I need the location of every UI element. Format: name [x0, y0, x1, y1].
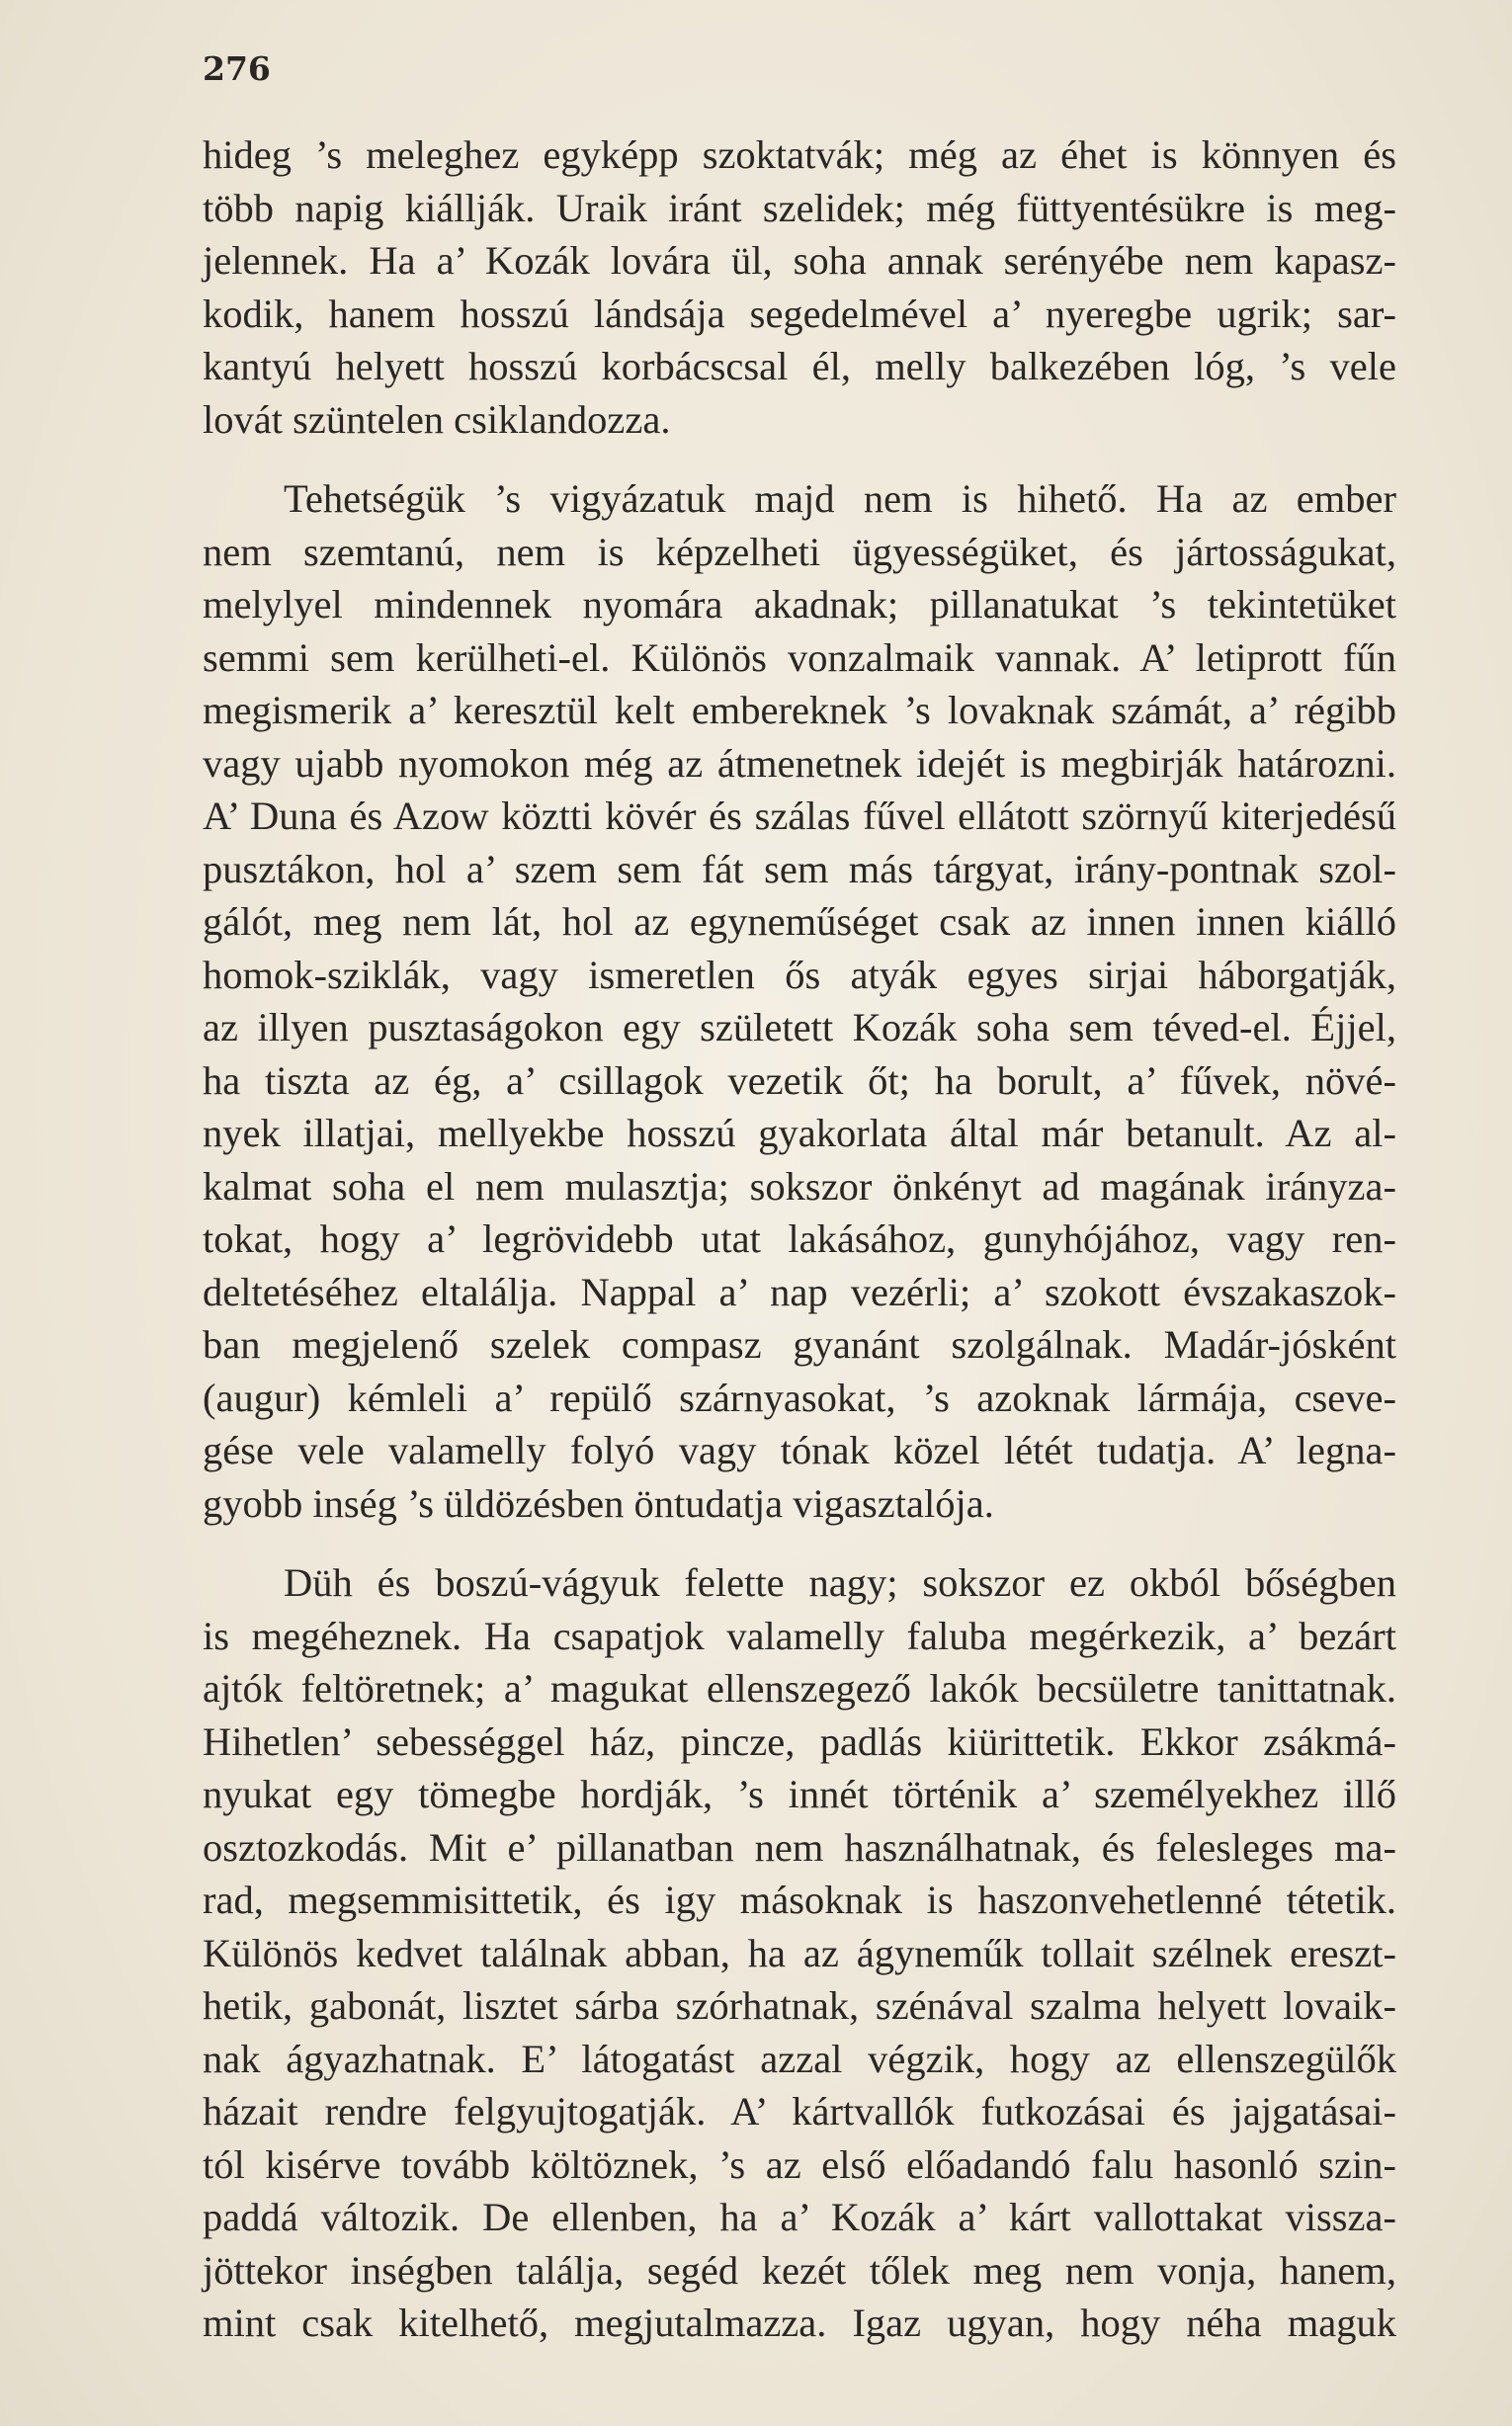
text-line: az illyen pusztaságokon egy született Kozák soha sem téved-el. Éjjel, [203, 1005, 1396, 1049]
text-line: kantyú helyett hosszú korbácscsal él, melly balkezében lóg, ’s vele [203, 344, 1396, 388]
text-line: nyukat egy tömegbe hordják, ’s innét történik a’ személyekhez illő [203, 1772, 1396, 1816]
paragraph-3 [203, 1556, 1396, 2350]
text-line: (augur) kémleli a’ repülő szárnyasokat, ’s azoknak lármája, cseve- [203, 1375, 1396, 1420]
text-line: pusztákon, hol a’ szem sem fát sem más tárgyat, irány-pontnak szol- [203, 846, 1396, 891]
text-line: nak ágyazhatnak. E’ látogatást azzal végzik, hogy az ellenszegülők [203, 2036, 1396, 2081]
text-line: vagy ujabb nyomokon még az átmenetnek idejét is megbirják határozni. [203, 740, 1396, 786]
body-text [203, 128, 1396, 2350]
text-line: ban megjelenő szelek compasz gyanánt szolgálnak. Madár-jósként [203, 1322, 1396, 1367]
text-line: osztozkodás. Mit e’ pillanatban nem használhatnak, és felesleges ma- [203, 1824, 1396, 1870]
text-line: jöttekor inségben találja, segéd kezét tőlek meg nem vonja, hanem, [203, 2247, 1396, 2293]
text-line: tól kisérve tovább költöznek, ’s az első előadandó falu hasonló szin- [203, 2141, 1396, 2187]
text-line: lovát szüntelen csiklandozza. [203, 396, 671, 442]
text-line: melylyel mindennek nyomára akadnak; pillanatukat ’s tekintetüket [203, 582, 1396, 627]
text-line: több napig kiállják. Uraik iránt szelidek; még füttyentésükre is meg- [203, 185, 1396, 230]
text-line: nem szemtanú, nem is képzelheti ügyességüket, és jártosságukat, [203, 529, 1396, 574]
text-line: hideg ’s meleghez egyképp szoktatvák; még az éhet is könnyen és [203, 132, 1396, 177]
text-line: tokat, hogy a’ legrövidebb utat lakásához, gunyhójához, vagy ren- [203, 1216, 1396, 1261]
page-number: 276 [203, 49, 271, 88]
text-line: házait rendre felgyujtogatják. A’ kártvallók futkozásai és jajgatásai- [203, 2089, 1396, 2133]
text-line: deltetéséhez eltalálja. Nappal a’ nap vezérli; a’ szokott évszakaszok- [203, 1269, 1396, 1314]
text-line: gyobb inség ’s üldözésben öntudatja vigasztalója. [203, 1480, 994, 1526]
text-line: semmi sem kerülheti-el. Különös vonzalmaik vannak. A’ letiprott fűn [203, 634, 1396, 680]
text-line: nyek illatjai, mellyekbe hosszú gyakorlata által már betanult. Az al- [203, 1111, 1396, 1155]
text-line: is megéheznek. Ha csapatjok valamelly faluba megérkezik, a’ bezárt [203, 1613, 1396, 1658]
text-line: gálót, meg nem lát, hol az egyneműséget csak az innen innen kiálló [203, 899, 1396, 944]
text-line: ha tiszta az ég, a’ csillagok vezetik őt; ha borult, a’ fűvek, növé- [203, 1057, 1396, 1103]
text-line: paddá változik. De ellenben, ha a’ Kozák a’ kárt vallottakat vissza- [203, 2195, 1396, 2239]
text-line: mint csak kitelhető, megjutalmazza. Igaz ugyan, hogy néha maguk [203, 2301, 1396, 2345]
text-line: hetik, gabonát, lisztet sárba szórhatnak, szénával szalma helyett lovaik- [203, 1983, 1396, 2028]
text-line: megismerik a’ keresztül kelt embereknek ’s lovaknak számát, a’ régibb [203, 688, 1396, 732]
paragraph-2 [203, 472, 1396, 1530]
text-line: A’ Duna és Azow köztti kövér és szálas fűvel ellátott szörnyű kiterjedésű [203, 794, 1396, 838]
text-line: kalmat soha el nem mulasztja; sokszor önkényt ad magának irányza- [203, 1163, 1396, 1209]
text-line: jelennek. Ha a’ Kozák lovára ül, soha annak serényébe nem kapasz- [203, 238, 1396, 283]
text-line: Tehetségük ’s vigyázatuk majd nem is hihető. Ha az ember [284, 476, 1396, 521]
text-line: Düh és boszú-vágyuk felette nagy; sokszor ez okból bőségben [284, 1560, 1396, 1605]
text-line: ajtók feltöretnek; a’ magukat ellenszegező lakók becsületre tanittatnak. [203, 1666, 1396, 1711]
text-line: kodik, hanem hosszú lándsája segedelmével a’ nyeregbe ugrik; sar- [203, 291, 1396, 336]
text-line: Különös kedvet találnak abban, ha az ágyneműk tollait szélnek ereszt- [203, 1930, 1396, 1975]
text-line: gése vele valamelly folyó vagy tónak közel létét tudatja. A’ legna- [203, 1428, 1396, 1472]
text-line: rad, megsemmisittetik, és igy másoknak is haszonvehetlenné tétetik. [203, 1878, 1396, 1922]
text-line: Hihetlen’ sebességgel ház, pincze, padlás kiürittetik. Ekkor zsákmá- [203, 1718, 1396, 1764]
paragraph-1 [203, 128, 1396, 446]
text-line: homok-sziklák, vagy ismeretlen ős atyák egyes sirjai háborgatják, [203, 952, 1396, 997]
